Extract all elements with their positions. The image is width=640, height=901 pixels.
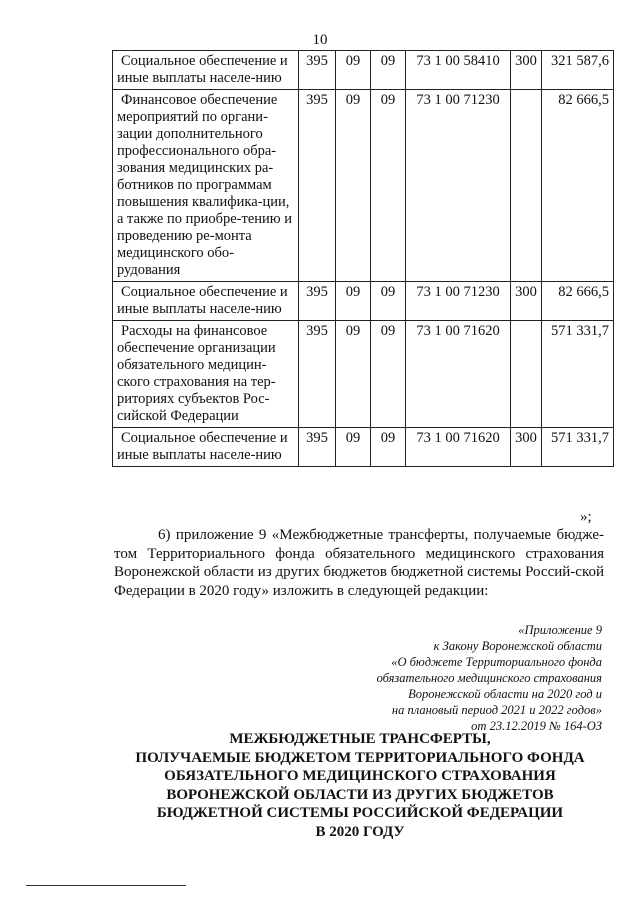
target-article-cell: 73 1 00 71620 (406, 428, 511, 467)
title-line: МЕЖБЮДЖЕТНЫЕ ТРАНСФЕРТЫ, (229, 731, 491, 747)
appendix-line: к Закону Воронежской области (433, 639, 602, 653)
appendix-line: обязательного медицинского страхования (376, 671, 602, 685)
target-article-cell: 73 1 00 58410 (406, 51, 511, 90)
title-line: В 2020 ГОДУ (315, 823, 405, 840)
title-line: ВОРОНЕЖСКОЙ ОБЛАСТИ ИЗ ДРУГИХ БЮДЖЕТОВ (166, 786, 554, 803)
title-line: ПОЛУЧАЕМЫЕ БЮДЖЕТОМ ТЕРРИТОРИАЛЬНОГО ФОНДА (135, 749, 585, 766)
code-cell: 395 (299, 51, 336, 90)
row-name-cell: Финансовое обеспечение мероприятий по органи-зации дополнительного профессионального обра-зования медицинских ра-ботников по программам повышения квалифика-ции, а также по приобре-тению и проведению ре-монта медицинского обо-рудования (113, 90, 299, 282)
appendix-line: на плановый период 2021 и 2022 годов» (391, 703, 602, 717)
section-cell: 09 (336, 428, 371, 467)
amount-cell: 82 666,5 (542, 282, 614, 321)
amount-cell: 571 331,7 (542, 321, 614, 428)
table-row (113, 51, 614, 90)
table-row (113, 321, 614, 428)
table-row (113, 428, 614, 467)
code-cell: 395 (299, 321, 336, 428)
row-name-cell: Расходы на финансовое обеспечение организации обязательного медицин-ского страхования на тер-риториях субъектов Рос-сийской Федерации (113, 321, 299, 428)
amount-cell: 321 587,6 (542, 51, 614, 90)
budget-table (112, 50, 614, 467)
row-name-cell: Социальное обеспечение и иные выплаты населе-нию (113, 428, 299, 467)
amount-cell: 82 666,5 (542, 90, 614, 282)
table-row (113, 90, 614, 282)
table-row (113, 282, 614, 321)
closing-quote: »; (580, 509, 592, 525)
title-line: ОБЯЗАТЕЛЬНОГО МЕДИЦИНСКОГО СТРАХОВАНИЯ (164, 768, 556, 784)
target-article-cell: 73 1 00 71230 (406, 90, 511, 282)
subsection-cell: 09 (371, 51, 406, 90)
section-cell: 09 (336, 51, 371, 90)
appendix-line: «О бюджете Территориального фонда (391, 655, 602, 669)
section-cell: 09 (336, 90, 371, 282)
expense-type-cell: 300 (511, 282, 542, 321)
section-title (100, 730, 620, 841)
appendix-line: «Приложение 9 (518, 623, 602, 637)
expense-type-cell (511, 90, 542, 282)
row-name-cell: Социальное обеспечение и иные выплаты населе-нию (113, 51, 299, 90)
target-article-cell: 73 1 00 71620 (406, 321, 511, 428)
target-article-cell: 73 1 00 71230 (406, 282, 511, 321)
subsection-cell: 09 (371, 90, 406, 282)
section-cell: 09 (336, 321, 371, 428)
section-cell: 09 (336, 282, 371, 321)
amount-cell: 571 331,7 (542, 428, 614, 467)
subsection-cell: 09 (371, 428, 406, 467)
expense-type-cell: 300 (511, 428, 542, 467)
subsection-cell: 09 (371, 321, 406, 428)
amendment-paragraph: 6) приложение 9 «Межбюджетные трансферты, получаемые бюдже-том Территориального фонда обязательного медицинского страхования Воронежской области из других бюджетов бюджетной системы Россий-ской Федерации в 2020 году» изложить в следующей редакции: (114, 527, 604, 599)
appendix-reference (342, 622, 602, 734)
appendix-line: от 23.12.2019 № 164-ОЗ (471, 719, 602, 733)
appendix-line: Воронежской области на 2020 год и (408, 687, 602, 701)
footnote-divider (26, 885, 186, 886)
row-name-cell: Социальное обеспечение и иные выплаты населе-нию (113, 282, 299, 321)
expense-type-cell: 300 (511, 51, 542, 90)
code-cell: 395 (299, 90, 336, 282)
subsection-cell: 09 (371, 282, 406, 321)
expense-type-cell (511, 321, 542, 428)
title-line: БЮДЖЕТНОЙ СИСТЕМЫ РОССИЙСКОЙ ФЕДЕРАЦИИ (156, 805, 564, 821)
page-number: 10 (312, 32, 328, 48)
code-cell: 395 (299, 282, 336, 321)
code-cell: 395 (299, 428, 336, 467)
